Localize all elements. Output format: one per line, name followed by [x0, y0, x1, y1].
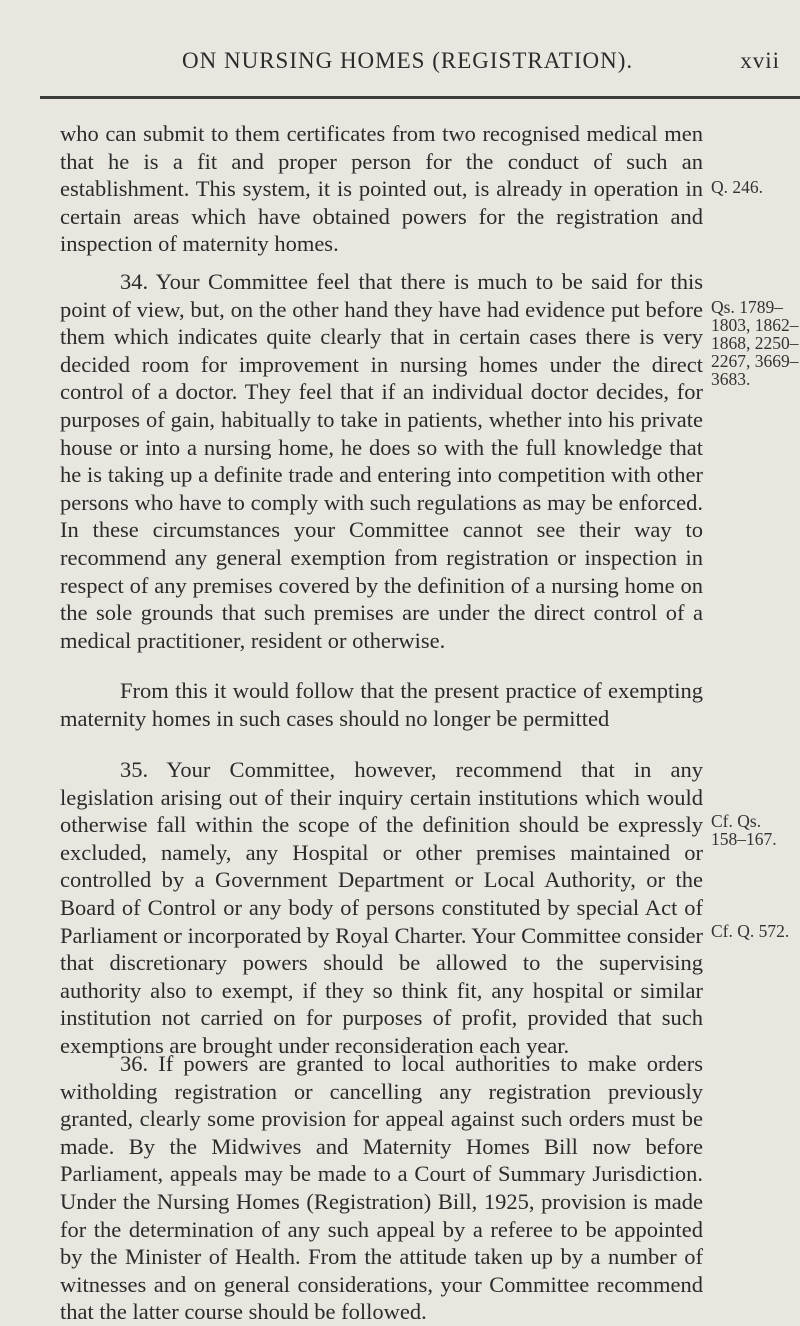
paragraph-text: 35. Your Committee, however, recommend that in any legislation arising out of their inquiry certain institutions which would otherwise fall within the scope of the definition should be expressly excluded, namely, any Hospital or other premises maintained or controlled by a Government Department or Local Authority, or the Board of Control or any body of persons constituted by special Act of Parliament or incorporated by Royal Charter. Your Committee consider that discretionary powers should be allowed to the supervising authority also to exempt, if they so think fit, any hospital or similar institution not carried on for purposes of profit, provided that such exemptions are brought under reconsideration each year.: [60, 757, 703, 1058]
paragraph-text: 34. Your Committee feel that there is much to be said for this point of view, but, on the other hand they have had evidence put before them which indicates quite clearly that in certain cases there is very decided room for improvement in nursing homes under the direct control of a doctor. They feel that if an individual doctor decides, for purposes of gain, habitually to take in patients, whether into his private house or into a nursing home, he does so with the full knowledge that he is taking up a definite trade and entering into competition with other persons who have to comply with such regulations as may be enforced. In these circumstances your Committee cannot see their way to recommend any general exemption from registration or inspection in respect of any premises covered by the definition of a nursing home on the sole grounds that such premises are under the direct control of a medical practitioner, resident or otherwise.: [60, 269, 703, 653]
paragraph-continuation: [60, 120, 703, 258]
paragraph-34: [60, 268, 703, 654]
paragraph-35: [60, 756, 703, 1060]
margin-note-q572: Cf. Q. 572.: [711, 921, 790, 941]
margin-note-qs-158: Cf. Qs. 158–167.: [711, 811, 777, 849]
margin-note-q246: Q. 246.: [711, 177, 764, 197]
header-rule: [40, 96, 800, 99]
paragraph-36: [60, 1050, 703, 1326]
running-title: ON NURSING HOMES (REGISTRATION).: [182, 48, 634, 73]
paragraph-text: who can submit to them certificates from two recognised medical men that he is a fit and proper person for the conduct of such an establishment. This system, it is pointed out, is already in operation in certain areas which have obtained powers for the registration and inspection of maternity homes.: [60, 121, 703, 257]
paragraph-text: 36. If powers are granted to local authorities to make orders witholding registration or cancelling any registration previously granted, clearly some provision for appeal against such orders must be made. By the Midwives and Maternity Homes Bill now before Parliament, appeals may be made to a Court of Summary Jurisdiction. Under the Nursing Homes (Registration) Bill, 1925, provision is made for the determination of any such appeal by a referee to be appointed by the Minister of Health. From the attitude taken up by a number of witnesses and on general considerations, your Committee recommend that the latter course should be followed.: [60, 1051, 703, 1325]
page-number: xvii: [740, 48, 780, 73]
page-header: [140, 48, 780, 74]
paragraph-exempting-note: [60, 677, 703, 732]
paragraph-text: From this it would follow that the present practice of exempting maternity homes in such cases should no longer be permitted: [60, 678, 703, 731]
margin-note-qs-1789: Qs. 1789–1803, 1862–1868, 2250–2267, 3669–3683.: [711, 297, 799, 389]
